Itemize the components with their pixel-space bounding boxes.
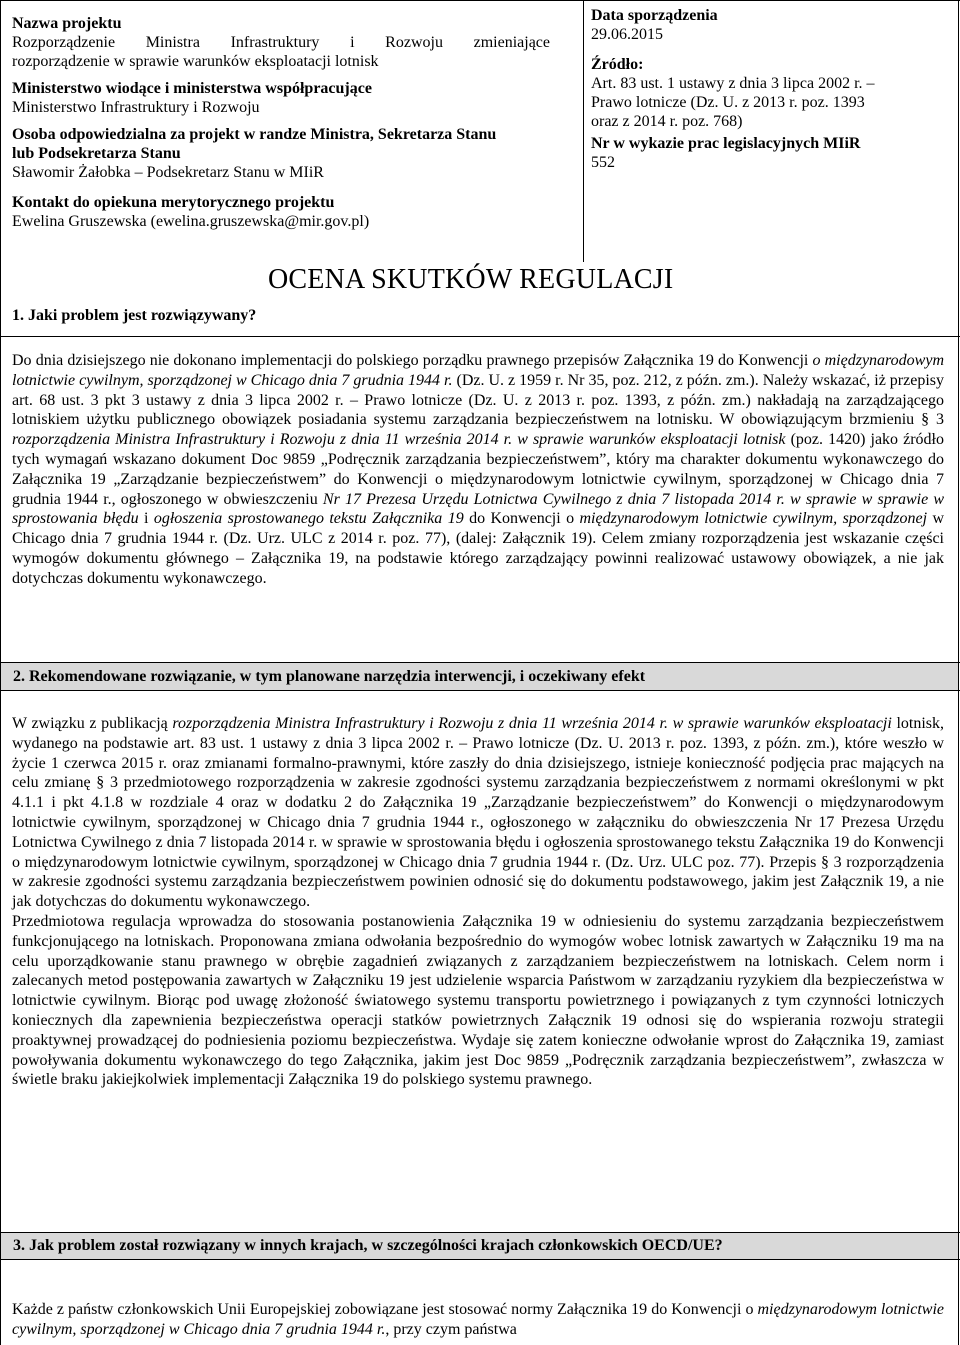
project-name-line2: rozporządzenie w sprawie warunków eksploatacji lotnisk [12, 53, 379, 70]
document-title: OCENA SKUTKÓW REGULACJI [268, 264, 674, 295]
date-label: Data sporządzenia [591, 7, 718, 24]
border-top [0, 0, 960, 1]
section-3-heading [1, 1233, 958, 1259]
responsible-label-line2: lub Podsekretarza Stanu [12, 145, 181, 162]
responsible-value: Sławomir Żałobka – Podsekretarz Stanu w MIiR [12, 164, 324, 181]
header-right [591, 6, 951, 172]
source-line1: Art. 83 ust. 1 ustawy z dnia 3 lipca 2002 r. – [591, 75, 875, 92]
section-2-paragraph-2: Przedmiotowa regulacja wprowadza do stosowania postanowienia Załącznika 19 w odniesieniu do systemu zarządzania bezpieczeństwem funkcjonującego na lotniskach. Proponowana zmiana odwołania bezpośrednio do wymogów wobec lotnisk zawartych w Załączniku 19 ma na celu uporządkowanie stanu prawnego w obrębie zagadnień związanych z zarządzaniem bezpieczeństwem na lotniskach. Celem norm i zalecanych metod postępowania zawartych w Załączniku 19 jest udzielenie wsparcia Państwom w zarządzaniu ryzykiem dla bezpieczeństwa w lotnictwie cywilnym. Biorąc pod uwagę złożoność światowego systemu transportu powietrznego i powiązanych z tym czynności lotniczych koniecznych dla zapewnienia bezpieczeństwa operacji statków powietrznych Załącznik 19 odnosi się do wspierania rozwoju strategii proaktywnej prowadzącej do podniesienia poziomu bezpieczeństwa. Wydaje się zatem konieczne odwołanie wprost do Załącznika 19, zamiast powoływania dokumentu wykonawczego do tego Załącznika, jakim jest Doc 9859 „Podręcznik zarządzania bezpieczeństwem”, zwłaszcza w świetle braku jakiejkolwiek implementacji Załącznika 19 do polskiego systemu prawnego. [12, 912, 944, 1089]
divider-sec2-head-bottom [0, 690, 960, 691]
source-label: Źródło: [591, 56, 644, 73]
section-1-text: Do dnia dzisiejszego nie dokonano implementacji do polskiego porządku prawnego przepisów Załącznika 19 do Konwencji o międzynarodowym lotnictwie cywilnym, sporządzonej w Chicago dnia 7 grudnia 1944 r. (Dz. U. z 1959 r. Nr 35, poz. 212, z późn. zm.). Należy wskazać, iż przepisy art. 68 ust. 3 pkt 3 ustawy z dnia 3 lipca 2002 r. – Prawo lotnicze (Dz. U. z 2013 r. poz. 1393, z późn. zm.) nakładają na zarządzającego lotniskiem użytku publicznego obowiązek posiadania systemu zarządzania bezpieczeństwem na lotnisku. W obowiązującym brzmieniu § 3 rozporządzenia Ministra Infrastruktury i Rozwoju z dnia 11 września 2014 r. w sprawie warunków eksploatacji lotnisk (poz. 1420) jako źródło tych wymagań wskazano dokument Doc 9859 „Podręcznik zarządzania bezpieczeństwem”, który ma charakter dokumentu wykonawczego do Załącznika 19 „Zarządzanie bezpieczeństwem” do Konwencji o międzynarodowym lotnictwie cywilnym, sporządzonej w Chicago dnia 7 grudnia 1944 r., ogłoszonego w obwieszczeniu Nr 17 Prezesa Urzędu Lotnictwa Cywilnego z dnia 7 listopada 2014 r. w sprawie w sprawie w sprostowania błędu i ogłoszenia sprostowanego tekstu Załącznika 19 do Konwencji o międzynarodowym lotnictwie cywilnym, sporządzonej w Chicago dnia 7 grudnia 1944 r. (Dz. Urz. ULC z 2014 r. poz. 77), (dalej: Załącznik 19). Celem zmiany rozporządzenia jest wskazanie części wymogów dokumentu głównego – Załącznika 19, na podstawie którego zarządzający powinni realizować ustawowy obowiązek, a nie jak dotychczas dokumentu wykonawczego. [12, 352, 945, 587]
section-3-heading-text: 3. Jak problem został rozwiązany w innych krajach, w szczególności krajach członkowskich OECD/UE? [13, 1237, 723, 1254]
legislative-value: 552 [591, 154, 615, 171]
section-2-heading-text: 2. Rekomendowane rozwiązanie, w tym planowane narzędzia interwencji, i oczekiwany efekt [13, 667, 646, 685]
source-line3: oraz z 2014 r. poz. 768) [591, 113, 743, 130]
section-3-text: Każde z państw członkowskich Unii Europejskiej zobowiązane jest stosować normy Załącznika 19 do Konwencji o międzynarodowym lotnictwie cywilnym, sporządzonej w Chicago dnia 7 grudnia 1944 r., przy czym państwa [12, 1301, 945, 1338]
section-2-heading [1, 663, 958, 690]
divider-sec3-head-bottom [0, 1259, 960, 1260]
responsible-label-line1: Osoba odpowiedzialna za projekt w randze Ministra, Sekretarza Stanu [12, 126, 497, 143]
ministry-value: Ministerstwo Infrastruktury i Rozwoju [12, 99, 260, 116]
section-2-paragraph-1: W związku z publikacją rozporządzenia Ministra Infrastruktury i Rozwoju z dnia 11 września 2014 r. w sprawie warunków eksploatacji lotnisk, wydanego na podstawie art. 83 ust. 1 ustawy z dnia 3 lipca 2002 r. – Prawo lotnicze (Dz. U. 2013 r. poz. 1393, z późn. zm.), które weszło w życie 1 czerwca 2015 r. oraz zmianami formalno-prawnymi, które zaszły do dnia dzisiejszego, istnieje konieczność podjęcia prac mających na celu zmianę § 3 przedmiotowego rozporządzenia w zakresie zgodności systemu zarządzania bezpieczeństwem z normami określonymi w pkt 4.1.1 i pkt 4.1.8 w rozdziale 4 oraz w dodatku 2 do Załącznika 19 „Zarządzanie bezpieczeństwem” do Konwencji o międzynarodowym lotnictwie cywilnym, sporządzonej w Chicago dnia 7 grudnia 1944 r., ogłoszonego w załączniku do obwieszczenia Nr 17 Prezesa Urzędu Lotnictwa Cywilnego z dnia 7 listopada 2014 r. w sprawie w sprostowania błędu i ogłoszenia sprostowanego tekstu Załącznika 19 do Konwencji o międzynarodowym lotnictwie cywilnym, sporządzonej w Chicago dnia 7 grudnia 1944 r. (Dz. Urz. ULC poz. 77). Przepis § 3 rozporządzenia w zakresie zgodności systemu zarządzania bezpieczeństwem powinien odnosić się do dokumentu podstawowego, jakim jest Załącznik 19, a nie jak dotychczas do dokumentu wykonawczego. [12, 715, 944, 911]
divider-header-bottom [0, 336, 960, 337]
source-line2: Prawo lotnicze (Dz. U. z 2013 r. poz. 1393 [591, 94, 865, 111]
border-right [958, 0, 959, 1345]
contact-label: Kontakt do opiekuna merytorycznego projektu [12, 194, 335, 211]
header-left [12, 14, 550, 231]
date-value: 29.06.2015 [591, 26, 663, 43]
contact-value: Ewelina Gruszewska (ewelina.gruszewska@mir.gov.pl) [12, 213, 370, 230]
project-name-line1: Rozporządzenie Ministra Infrastruktury i Rozwoju zmieniające [12, 34, 550, 51]
section-1-heading: 1. Jaki problem jest rozwiązywany? [12, 307, 257, 324]
project-name-label: Nazwa projektu [12, 15, 122, 32]
divider-vertical-header [583, 0, 584, 262]
ministry-label: Ministerstwo wiodące i ministerstwa współpracujące [12, 80, 372, 97]
section-2-text [12, 714, 944, 1090]
legislative-label: Nr w wykazie prac legislacyjnych MIiR [591, 135, 861, 152]
